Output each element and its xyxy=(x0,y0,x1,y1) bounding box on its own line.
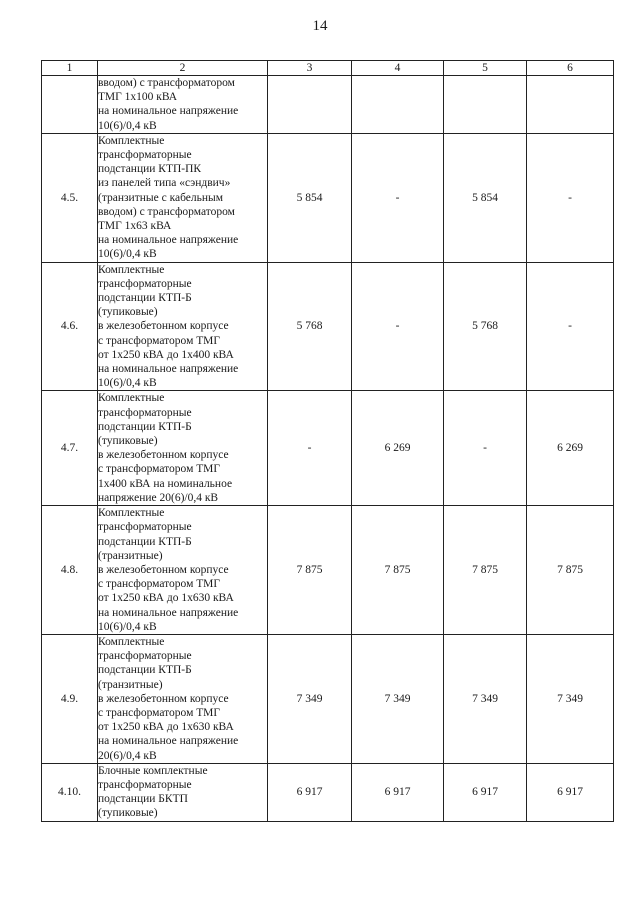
row-value-col3: 5 768 xyxy=(268,262,352,391)
row-number: 4.10. xyxy=(42,763,98,821)
row-value-col5: 5 768 xyxy=(444,262,527,391)
table-row xyxy=(42,133,614,262)
row-value-col4 xyxy=(352,76,444,134)
row-number: 4.8. xyxy=(42,506,98,635)
tariff-table xyxy=(41,60,614,822)
row-value-col3: - xyxy=(268,391,352,506)
row-number: 4.6. xyxy=(42,262,98,391)
row-value-col4: - xyxy=(352,262,444,391)
table-row xyxy=(42,763,614,821)
row-number: 4.9. xyxy=(42,634,98,763)
table-row xyxy=(42,262,614,391)
row-value-col6: 7 349 xyxy=(527,634,614,763)
column-header-4: 4 xyxy=(352,61,444,76)
row-value-col6: 6 269 xyxy=(527,391,614,506)
row-description: Комплектные трансформаторные подстанции КТП-Б (тупиковые) в железобетонном корпусе с трансформатором ТМГ от 1х250 кВА до 1х400 кВА на номинальное напряжение 10(6)/0,4 кВ xyxy=(98,262,268,391)
row-value-col4: 6 917 xyxy=(352,763,444,821)
row-description: Комплектные трансформаторные подстанции КТП-Б (тупиковые) в железобетонном корпусе с трансформатором ТМГ 1х400 кВА на номинальное напряжение 20(6)/0,4 кВ xyxy=(98,391,268,506)
row-description: вводом) с трансформатором ТМГ 1х100 кВА на номинальное напряжение 10(6)/0,4 кВ xyxy=(98,76,268,134)
column-header-2: 2 xyxy=(98,61,268,76)
row-value-col4: 7 875 xyxy=(352,506,444,635)
row-number: 4.7. xyxy=(42,391,98,506)
row-value-col5 xyxy=(444,76,527,134)
row-value-col6: 7 875 xyxy=(527,506,614,635)
row-value-col4: 6 269 xyxy=(352,391,444,506)
row-value-col5: - xyxy=(444,391,527,506)
column-header-1: 1 xyxy=(42,61,98,76)
table-row xyxy=(42,634,614,763)
row-value-col3: 7 349 xyxy=(268,634,352,763)
row-value-col4: - xyxy=(352,133,444,262)
row-value-col6 xyxy=(527,76,614,134)
row-description: Комплектные трансформаторные подстанции КТП-ПК из панелей типа «сэндвич» (транзитные с кабельным вводом) с трансформатором ТМГ 1х63 кВА на номинальное напряжение 10(6)/0,4 кВ xyxy=(98,133,268,262)
row-value-col6: - xyxy=(527,133,614,262)
row-number xyxy=(42,76,98,134)
row-value-col3: 5 854 xyxy=(268,133,352,262)
row-description: Комплектные трансформаторные подстанции КТП-Б (транзитные) в железобетонном корпусе с трансформатором ТМГ от 1х250 кВА до 1х630 кВА на номинальное напряжение 20(6)/0,4 кВ xyxy=(98,634,268,763)
row-value-col3: 6 917 xyxy=(268,763,352,821)
table-row xyxy=(42,506,614,635)
column-header-5: 5 xyxy=(444,61,527,76)
row-value-col4: 7 349 xyxy=(352,634,444,763)
column-header-6: 6 xyxy=(527,61,614,76)
row-value-col6: - xyxy=(527,262,614,391)
row-value-col3: 7 875 xyxy=(268,506,352,635)
row-value-col3 xyxy=(268,76,352,134)
row-value-col5: 7 349 xyxy=(444,634,527,763)
table-row xyxy=(42,391,614,506)
row-description: Блочные комплектные трансформаторные подстанции БКТП (тупиковые) xyxy=(98,763,268,821)
row-value-col5: 5 854 xyxy=(444,133,527,262)
row-value-col6: 6 917 xyxy=(527,763,614,821)
row-value-col5: 6 917 xyxy=(444,763,527,821)
row-value-col5: 7 875 xyxy=(444,506,527,635)
column-header-3: 3 xyxy=(268,61,352,76)
table-row xyxy=(42,76,614,134)
row-number: 4.5. xyxy=(42,133,98,262)
page-number: 14 xyxy=(312,18,328,34)
row-description: Комплектные трансформаторные подстанции КТП-Б (транзитные) в железобетонном корпусе с трансформатором ТМГ от 1х250 кВА до 1х630 кВА на номинальное напряжение 10(6)/0,4 кВ xyxy=(98,506,268,635)
table-header-row xyxy=(42,61,614,76)
